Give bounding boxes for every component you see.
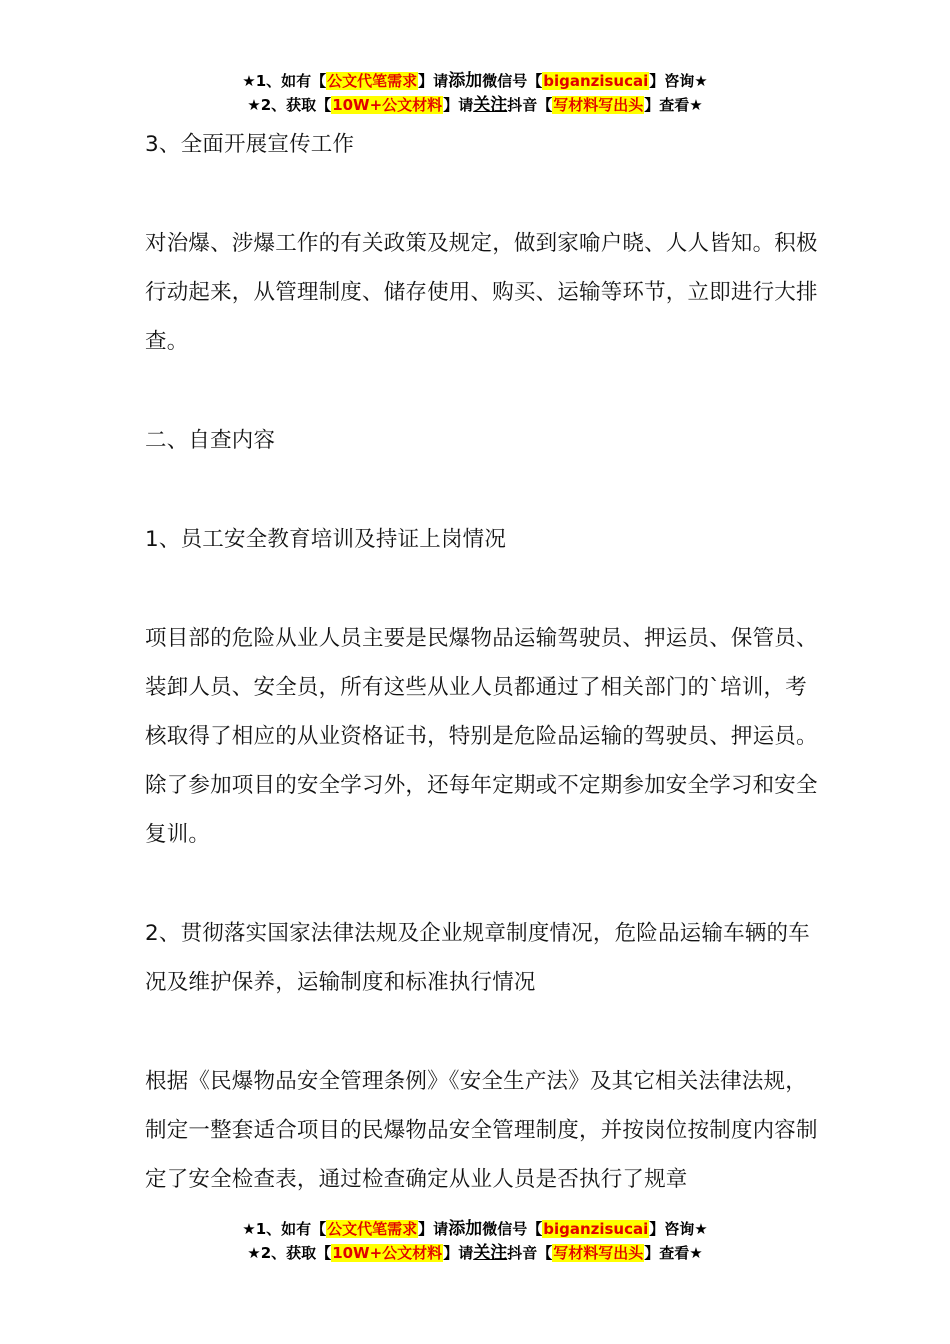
highlight-materials: 10W+公文材料 xyxy=(332,96,443,114)
banner-text: 】咨询★ xyxy=(649,72,708,90)
highlight-materials: 10W+公文材料 xyxy=(332,1244,443,1262)
banner-emphasis: 添加 xyxy=(448,1219,483,1239)
document-body xyxy=(145,120,825,1253)
section-heading: 3、全面开展宣传工作 xyxy=(145,132,355,157)
banner-text: 抖音【 xyxy=(507,96,553,114)
section-heading: 1、员工安全教育培训及持证上岗情况 xyxy=(145,527,507,552)
header-banner xyxy=(0,69,950,117)
banner-text: 】咨询★ xyxy=(649,1220,708,1238)
section-heading: 二、自查内容 xyxy=(145,428,276,453)
body-paragraph: 项目部的危险从业人员主要是民爆物品运输驾驶员、押运员、保管员、装卸人员、安全员，所有这些从业人员都通过了相关部门的`培训，考核取得了相应的从业资格证书，特别是危险品运输的驾驶员、押运员。除了参加项目的安全学习外，还每年定期或不定期参加安全学习和安全复训。 xyxy=(145,626,818,847)
banner-text: 】请 xyxy=(443,96,474,114)
banner-text: 微信号【 xyxy=(482,72,543,90)
header-banner-line-1 xyxy=(0,69,950,93)
banner-text: ★1、如有【 xyxy=(242,1220,327,1238)
banner-emphasis: 关注 xyxy=(473,1243,508,1263)
banner-text: ★2、获取【 xyxy=(247,96,332,114)
banner-text: 抖音【 xyxy=(507,1244,553,1262)
body-paragraph: 对治爆、涉爆工作的有关政策及规定，做到家喻户晓、人人皆知。积极行动起来，从管理制度、储存使用、购买、运输等环节，立即进行大排查。 xyxy=(145,231,818,354)
highlight-wechat-id: biganzisucai xyxy=(543,72,649,90)
banner-emphasis: 添加 xyxy=(448,71,483,91)
highlight-douyin-account: 写材料写出头 xyxy=(553,96,644,114)
banner-text: 】请 xyxy=(418,1220,449,1238)
banner-emphasis: 关注 xyxy=(473,95,508,115)
highlight-service: 公文代笔需求 xyxy=(327,72,418,90)
banner-text: 】查看★ xyxy=(644,96,703,114)
banner-text: 微信号【 xyxy=(482,1220,543,1238)
highlight-douyin-account: 写材料写出头 xyxy=(553,1244,644,1262)
section-heading: 2、贯彻落实国家法律法规及企业规章制度情况，危险品运输车辆的车况及维护保养，运输制度和标准执行情况 xyxy=(145,921,810,995)
banner-text: 】请 xyxy=(443,1244,474,1262)
banner-text: 】查看★ xyxy=(644,1244,703,1262)
body-paragraph: 根据《民爆物品安全管理条例》《安全生产法》及其它相关法律法规，制定一整套适合项目的民爆物品安全管理制度，并按岗位按制度内容制定了安全检查表，通过检查确定从业人员是否执行了规章 xyxy=(145,1069,818,1192)
banner-text: 】请 xyxy=(418,72,449,90)
banner-text: ★2、获取【 xyxy=(247,1244,332,1262)
footer-banner-line-1 xyxy=(0,1217,950,1241)
footer-banner xyxy=(0,1217,950,1265)
banner-text: ★1、如有【 xyxy=(242,72,327,90)
highlight-service: 公文代笔需求 xyxy=(327,1220,418,1238)
highlight-wechat-id: biganzisucai xyxy=(543,1220,649,1238)
footer-banner-line-2 xyxy=(0,1241,950,1265)
header-banner-line-2 xyxy=(0,93,950,117)
